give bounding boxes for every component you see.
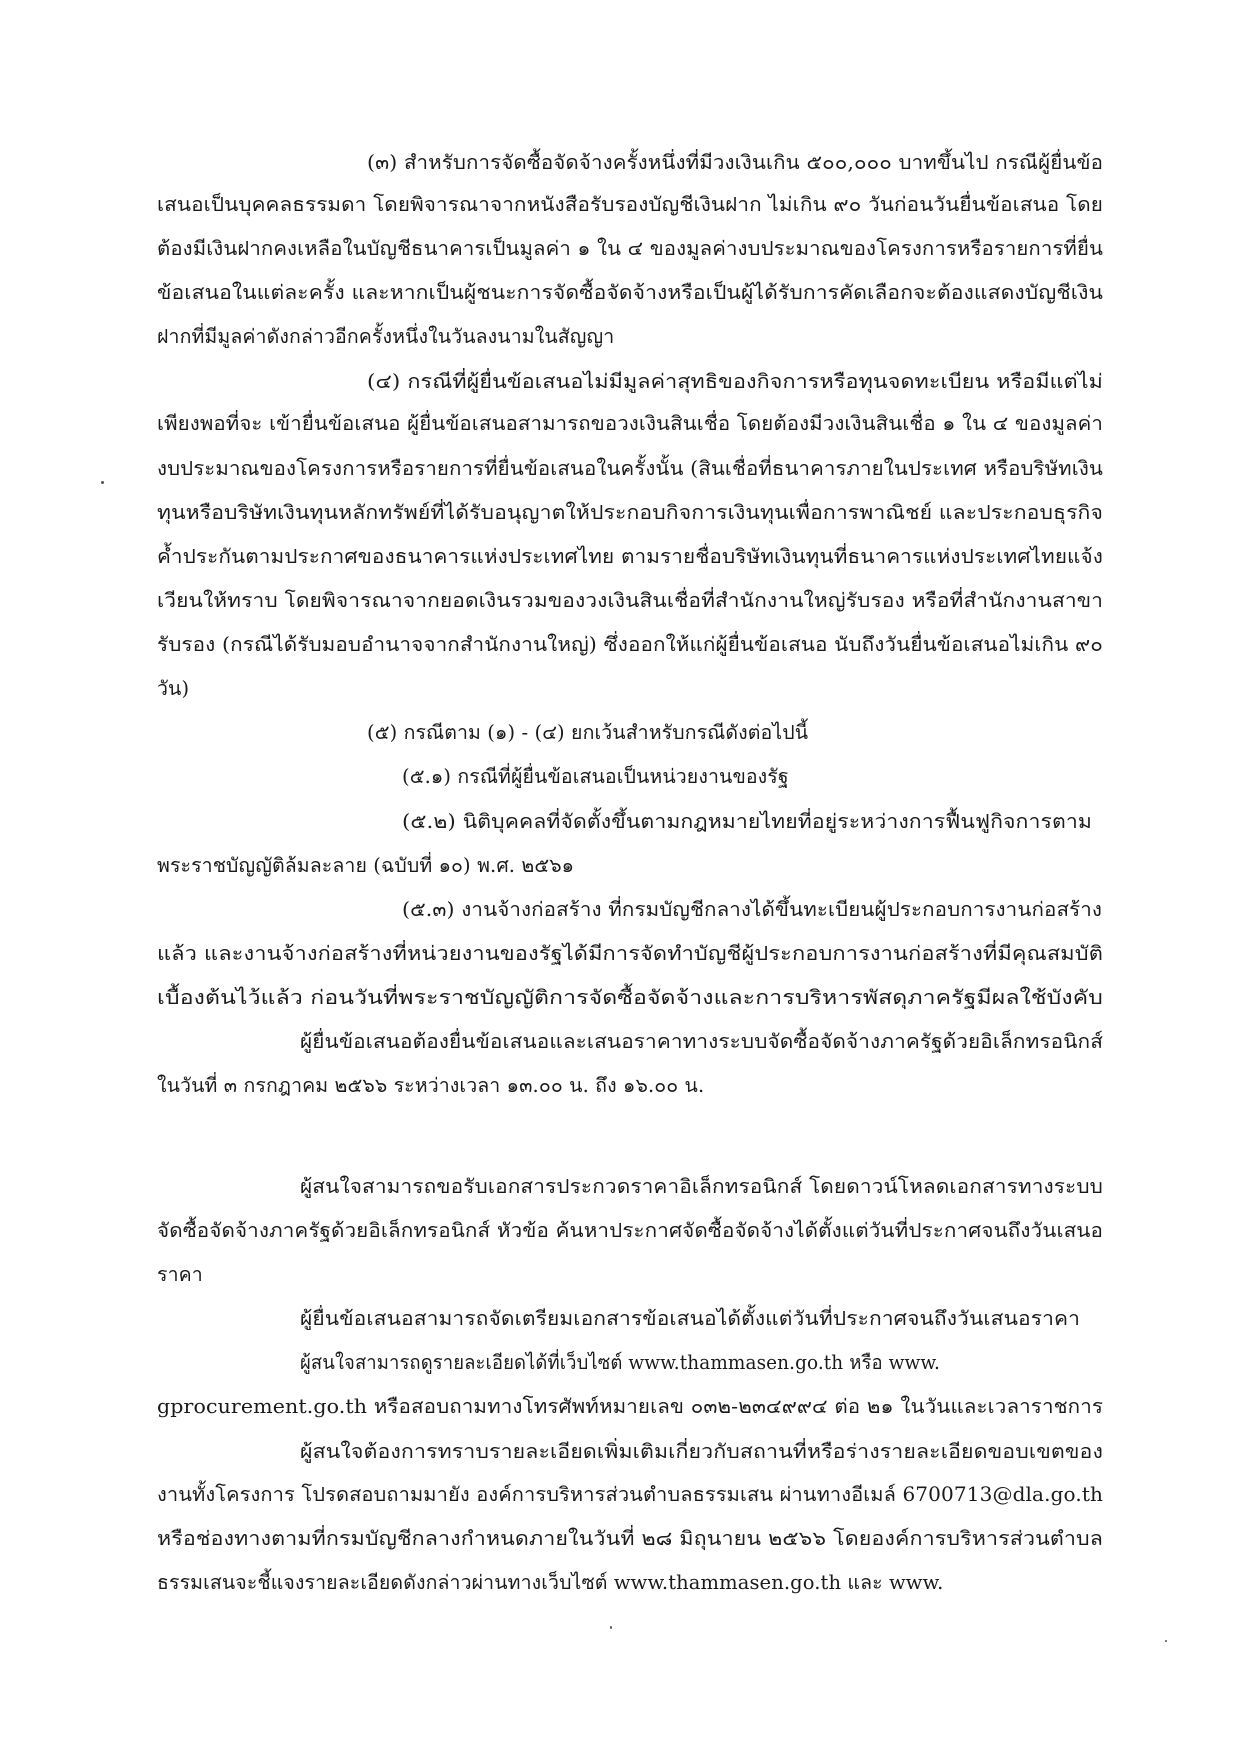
text-line: (๕.๑) กรณีที่ผู้ยื่นข้อเสนอเป็นหน่วยงานของรัฐ bbox=[402, 765, 789, 788]
text-line: (๕.๓) งานจ้างก่อสร้าง ที่กรมบัญชีกลางได้ขึ้นทะเบียนผู้ประกอบการงานก่อสร้าง bbox=[402, 898, 1102, 921]
text-line: ราคา bbox=[157, 1263, 203, 1286]
scan-speck bbox=[610, 1626, 612, 1629]
text-line: gprocurement.go.th หรือสอบถามทางโทรศัพท์หมายเลข ๐๓๒-๒๓๔๙๙๔ ต่อ ๒๑ ในวันและเวลาราชการ bbox=[157, 1395, 1103, 1418]
text-line: ธรรมเสนจะชี้แจงรายละเอียดดังกล่าวผ่านทางเว็บไซต์ www.thammasen.go.th และ www. bbox=[157, 1571, 944, 1594]
text-line: ผู้สนใจสามารถดูรายละเอียดได้ที่เว็บไซต์ www.thammasen.go.th หรือ www. bbox=[300, 1351, 940, 1374]
text-line: เพียงพอที่จะ เข้ายื่นข้อเสนอ ผู้ยื่นข้อเสนอสามารถขอวงเงินสินเชื่อ โดยต้องมีวงเงินสินเชื่อ ๑ ใน ๔ ของมูลค่า bbox=[157, 412, 1103, 435]
text-line: เสนอเป็นบุคคลธรรมดา โดยพิจารณาจากหนังสือรับรองบัญชีเงินฝาก ไม่เกิน ๙๐ วันก่อนวันยื่นข้อเสนอ โดย bbox=[157, 193, 1103, 216]
scan-speck bbox=[1165, 1640, 1167, 1642]
text-line: แล้ว และงานจ้างก่อสร้างที่หน่วยงานของรัฐได้มีการจัดทำบัญชีผู้ประกอบการงานก่อสร้างที่มีคุณสมบัติ bbox=[157, 942, 1103, 965]
text-line: พระราชบัญญัติล้มละลาย (ฉบับที่ ๑๐) พ.ศ. ๒๕๖๑ bbox=[157, 854, 575, 877]
text-line: ผู้สนใจต้องการทราบรายละเอียดเพิ่มเติมเกี่ยวกับสถานที่หรือร่างรายละเอียดขอบเขตของ bbox=[300, 1440, 1103, 1463]
text-line: หรือช่องทางตามที่กรมบัญชีกลางกำหนดภายในวันที่ ๒๘ มิถุนายน ๒๕๖๖ โดยองค์การบริหารส่วนตำบล bbox=[157, 1527, 1103, 1550]
text-line: งบประมาณของโครงการหรือรายการที่ยื่นข้อเสนอในครั้งนั้น (สินเชื่อที่ธนาคารภายในประเทศ หรือบริษัทเงิน bbox=[157, 457, 1103, 480]
scan-speck bbox=[101, 481, 104, 484]
text-line: ผู้สนใจสามารถขอรับเอกสารประกวดราคาอิเล็กทรอนิกส์ โดยดาวน์โหลดเอกสารทางระบบ bbox=[300, 1175, 1103, 1198]
text-line: ต้องมีเงินฝากคงเหลือในบัญชีธนาคารเป็นมูลค่า ๑ ใน ๔ ของมูลค่างบประมาณของโครงการหรือรายการที่ยื่น bbox=[157, 237, 1103, 260]
text-line: เบื้องต้นไว้แล้ว ก่อนวันที่พระราชบัญญัติการจัดซื้อจัดจ้างและการบริหารพัสดุภาครัฐมีผลใช้บังคับ bbox=[157, 986, 1103, 1009]
text-line: ในวันที่ ๓ กรกฎาคม ๒๕๖๖ ระหว่างเวลา ๑๓.๐๐ น. ถึง ๑๖.๐๐ น. bbox=[157, 1074, 705, 1097]
text-line: (๕.๒) นิติบุคคลที่จัดตั้งขึ้นตามกฎหมายไทยที่อยู่ระหว่างการฟื้นฟูกิจการตาม bbox=[402, 810, 1092, 833]
text-line: (๓) สำหรับการจัดซื้อจัดจ้างครั้งหนึ่งที่มีวงเงินเกิน ๕๐๐,๐๐๐ บาทขึ้นไป กรณีผู้ยื่นข้อ bbox=[367, 151, 1103, 174]
text-line: (๔) กรณีที่ผู้ยื่นข้อเสนอไม่มีมูลค่าสุทธิของกิจการหรือทุนจดทะเบียน หรือมีแต่ไม่ bbox=[367, 370, 1103, 393]
text-line: ค้ำประกันตามประกาศของธนาคารแห่งประเทศไทย ตามรายชื่อบริษัทเงินทุนที่ธนาคารแห่งประเทศไทยแจ้ง bbox=[157, 545, 1103, 568]
text-line: ฝากที่มีมูลค่าดังกล่าวอีกครั้งหนึ่งในวันลงนามในสัญญา bbox=[157, 325, 615, 348]
text-line: ผู้ยื่นข้อเสนอสามารถจัดเตรียมเอกสารข้อเสนอได้ตั้งแต่วันที่ประกาศจนถึงวันเสนอราคา bbox=[300, 1307, 1080, 1330]
text-line: ผู้ยื่นข้อเสนอต้องยื่นข้อเสนอและเสนอราคาทางระบบจัดซื้อจัดจ้างภาครัฐด้วยอิเล็กทรอนิกส์ bbox=[300, 1030, 1103, 1053]
text-line: วัน) bbox=[157, 677, 190, 700]
text-line: เวียนให้ทราบ โดยพิจารณาจากยอดเงินรวมของวงเงินสินเชื่อที่สำนักงานใหญ่รับรอง หรือที่สำนักงานสาขา bbox=[157, 589, 1103, 612]
text-line: ข้อเสนอในแต่ละครั้ง และหากเป็นผู้ชนะการจัดซื้อจัดจ้างหรือเป็นผู้ได้รับการคัดเลือกจะต้องแสดงบัญชีเงิน bbox=[157, 281, 1103, 304]
text-line: ทุนหรือบริษัทเงินทุนหลักทรัพย์ที่ได้รับอนุญาตให้ประกอบกิจการเงินทุนเพื่อการพาณิชย์ และประกอบธุรกิจ bbox=[157, 501, 1103, 524]
text-line: รับรอง (กรณีได้รับมอบอำนาจจากสำนักงานใหญ่) ซึ่งออกให้แก่ผู้ยื่นข้อเสนอ นับถึงวันยื่นข้อเสนอไม่เกิน ๙๐ bbox=[157, 633, 1103, 656]
text-line: งานทั้งโครงการ โปรดสอบถามมายัง องค์การบริหารส่วนตำบลธรรมเสน ผ่านทางอีเมล์ 6700713@dla.go.th bbox=[157, 1483, 1103, 1506]
text-line: จัดซื้อจัดจ้างภาครัฐด้วยอิเล็กทรอนิกส์ หัวข้อ ค้นหาประกาศจัดซื้อจัดจ้างได้ตั้งแต่วันที่ประกาศจนถึงวันเสนอ bbox=[157, 1219, 1103, 1242]
text-line: (๕) กรณีตาม (๑) - (๔) ยกเว้นสำหรับกรณีดังต่อไปนี้ bbox=[367, 721, 809, 744]
